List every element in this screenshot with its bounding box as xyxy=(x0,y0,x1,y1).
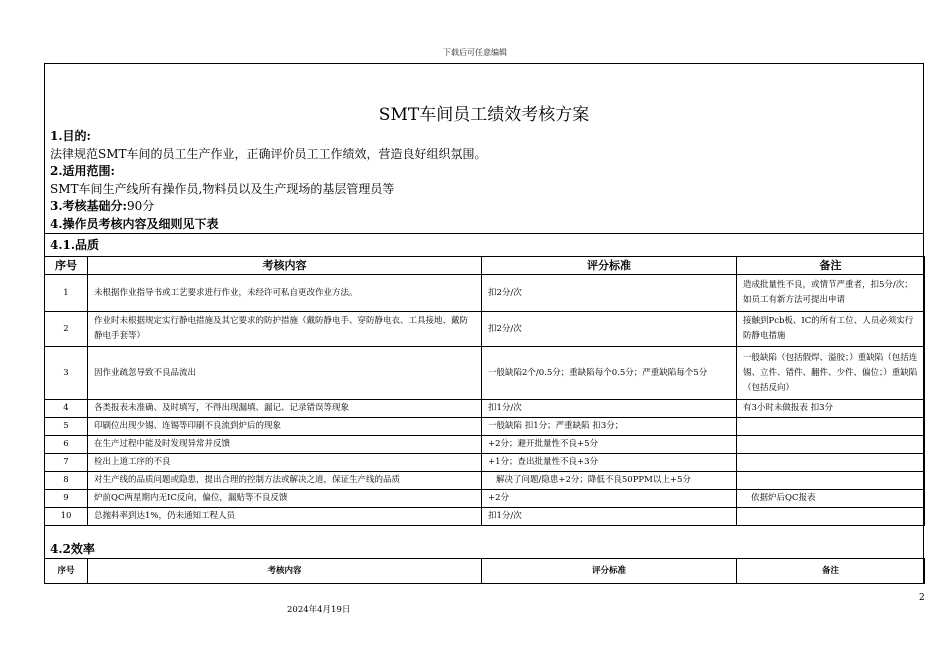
row-note: 一般缺陷（包括假焊、溢胶；）重缺陷（包括连锡、立件、错件、翻件、少件、偏位；）重缺陷（包括反向） xyxy=(737,347,925,400)
table-row xyxy=(45,347,925,400)
quality-table xyxy=(44,256,925,526)
table-row xyxy=(45,454,925,472)
row-note: 有3小时未做报表 扣3分 xyxy=(737,400,925,418)
section-quality-title: 4.1.品质 xyxy=(50,238,100,252)
row-content: 炉前QC两星期内无IC反向，偏位，漏贴等不良反馈 xyxy=(88,490,482,508)
row-no: 5 xyxy=(45,418,88,436)
col-header-no: 序号 xyxy=(45,559,88,584)
row-note xyxy=(737,508,925,526)
row-standard: 扣1分/次 xyxy=(482,508,737,526)
table-row xyxy=(45,508,925,526)
base-score-value: 90分 xyxy=(126,199,155,214)
table-row xyxy=(45,472,925,490)
section-efficiency-title: 4.2效率 xyxy=(50,542,95,556)
row-no: 7 xyxy=(45,454,88,472)
row-content: 作业时未根据规定实行静电措施及其它要求的防护措施（戴防静电手、穿防静电衣、工具接地、戴防静电手套等） xyxy=(88,312,482,347)
row-content: 在生产过程中能及时发现异常并反馈 xyxy=(88,436,482,454)
col-header-content: 考核内容 xyxy=(88,559,482,584)
row-content: 检出上道工序的不良 xyxy=(88,454,482,472)
items-heading: 4.操作员考核内容及细则见下表 xyxy=(50,216,219,231)
table-row xyxy=(45,400,925,418)
scope-text: SMT车间生产线所有操作员,物料员以及生产现场的基层管理员等 xyxy=(50,181,395,196)
row-no: 6 xyxy=(45,436,88,454)
base-score-heading: 3.考核基础分: xyxy=(50,199,127,214)
document-title: SMT车间员工绩效考核方案 xyxy=(378,105,590,125)
row-no: 1 xyxy=(45,275,88,312)
header-note: 下载后可任意编辑 xyxy=(443,48,507,57)
row-content: 印刷位出现少锡、连锡等印刷不良流到炉后的现象 xyxy=(88,418,482,436)
col-header-standard: 评分标准 xyxy=(482,257,737,275)
col-header-content: 考核内容 xyxy=(88,257,482,275)
row-content: 各类报表未准确、及时填写，不得出现漏填、漏记、记录错误等现象 xyxy=(88,400,482,418)
efficiency-table xyxy=(44,558,925,584)
col-header-standard: 评分标准 xyxy=(482,559,737,584)
row-content: 总抛料率到达1%，仍未通知工程人员 xyxy=(88,508,482,526)
col-header-no: 序号 xyxy=(45,257,88,275)
row-content: 对生产线的品质问题或隐患，提出合理的控制方法或解决之道，保证生产线的品质 xyxy=(88,472,482,490)
table-row xyxy=(45,436,925,454)
row-content: 因作业疏忽导致不良品流出 xyxy=(88,347,482,400)
row-no: 2 xyxy=(45,312,88,347)
table-row xyxy=(45,275,925,312)
row-no: 4 xyxy=(45,400,88,418)
purpose-text: 法律规范SMT车间的员工生产作业，正确评价员工工作绩效，营造良好组织氛围。 xyxy=(50,146,487,161)
divider-line xyxy=(44,233,924,234)
row-standard: 解决了问题/隐患+2分；降低不良50PPM以上+5分 xyxy=(482,472,737,490)
row-standard: 扣2分/次 xyxy=(482,275,737,312)
row-standard: 扣1分/次 xyxy=(482,400,737,418)
row-note: 接触到Pcb板、IC的所有工位、人员必须实行防静电措施 xyxy=(737,312,925,347)
row-standard: 一般缺陷 扣1分；严重缺陷 扣3分； xyxy=(482,418,737,436)
efficiency-table-header xyxy=(45,559,925,584)
row-no: 8 xyxy=(45,472,88,490)
row-note xyxy=(737,454,925,472)
footer-date: 2024年4月19日 xyxy=(287,605,351,615)
row-note: 造成批量性不良，或情节严重者，扣5分/次；如员工有新方法可提出申请 xyxy=(737,275,925,312)
row-standard: +2分；避开批量性不良+5分 xyxy=(482,436,737,454)
row-note: 依据炉后QC报表 xyxy=(737,490,925,508)
row-no: 9 xyxy=(45,490,88,508)
scope-heading: 2.适用范围: xyxy=(50,164,115,179)
col-header-note: 备注 xyxy=(737,257,925,275)
row-no: 10 xyxy=(45,508,88,526)
row-standard: 一般缺陷2个/0.5分；重缺陷每个0.5分；严重缺陷每个5分 xyxy=(482,347,737,400)
row-no: 3 xyxy=(45,347,88,400)
row-standard: 扣2分/次 xyxy=(482,312,737,347)
table-row xyxy=(45,312,925,347)
purpose-heading: 1.目的: xyxy=(50,129,91,143)
col-header-note: 备注 xyxy=(737,559,925,584)
row-standard: +2分 xyxy=(482,490,737,508)
row-note xyxy=(737,472,925,490)
table-row xyxy=(45,418,925,436)
row-standard: +1分；查出批量性不良+3分 xyxy=(482,454,737,472)
intro-section xyxy=(50,128,910,234)
row-content: 未根据作业指导书或工艺要求进行作业，未经许可私自更改作业方法。 xyxy=(88,275,482,312)
page-number: 2 xyxy=(919,593,925,603)
table-row xyxy=(45,490,925,508)
row-note xyxy=(737,436,925,454)
row-note xyxy=(737,418,925,436)
quality-table-header xyxy=(45,257,925,275)
